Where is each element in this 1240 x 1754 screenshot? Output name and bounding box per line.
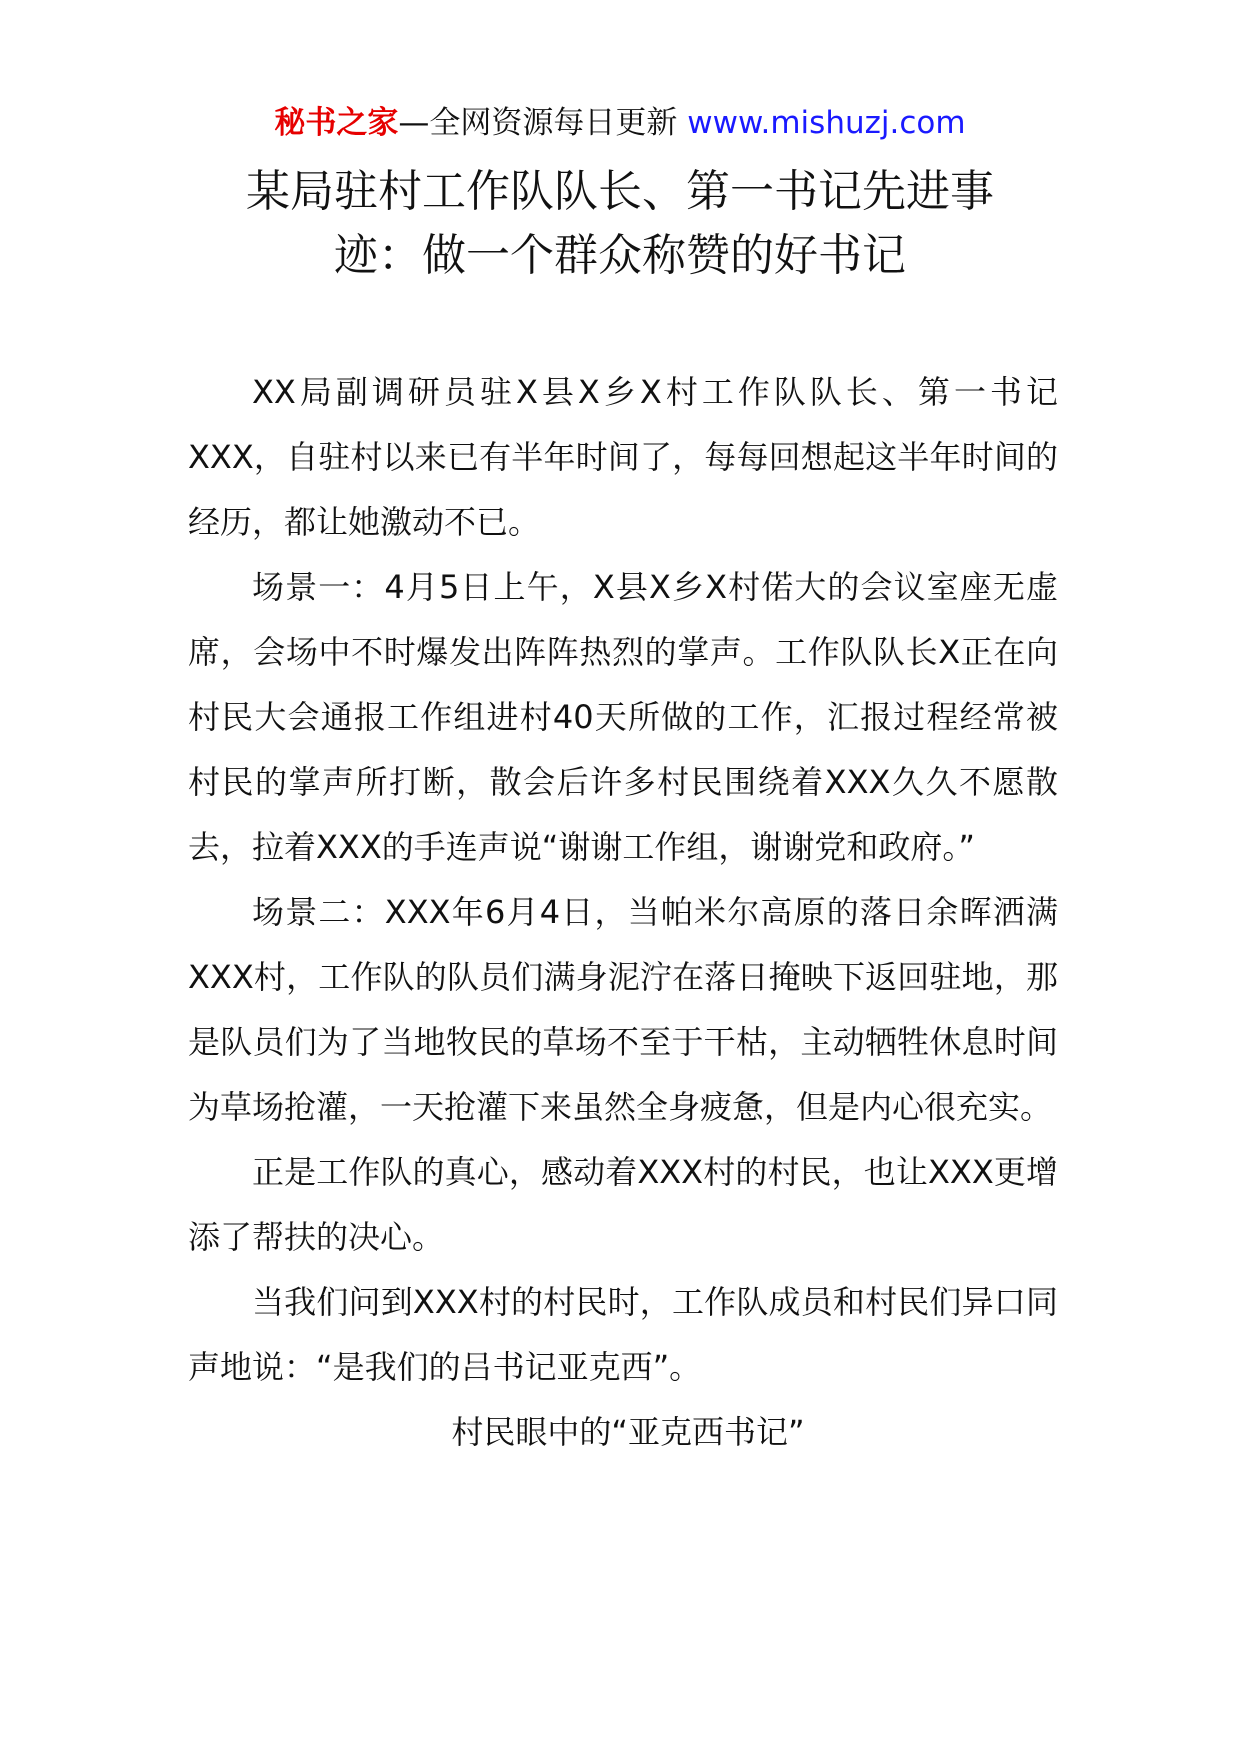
site-url[interactable]: www.mishuzj.com [687,105,966,141]
paragraph-scene-two: 场景二：XXX年6月4日，当帕米尔高原的落日余晖洒满XXX村，工作队的队员们满身泥泞在落日掩映下返回驻地，那是队员们为了当地牧民的草场不至于干枯，主动牺牲休息时间为草场抢灌，一天抢灌下来虽然全身疲惫，但是内心很充实。 [188,893,1058,1126]
paragraph-scene-one: 场景一：4月5日上午，X县X乡X村偌大的会议室座无虚席，会场中不时爆发出阵阵热烈的掌声。工作队队长X正在向村民大会通报工作组进村40天所做的工作，汇报过程经常被村民的掌声所打断，散会后许多村民围绕着XXX久久不愿散去，拉着XXX的手连声说“谢谢工作组，谢谢党和政府。” [188,568,1058,866]
title-line-1: 某局驻村工作队队长、第一书记先进事 [246,166,994,217]
document-title [0,160,1240,288]
site-brand: 秘书之家 [274,105,399,141]
section-subheading: 村民眼中的“亚克西书记” [451,1413,805,1451]
paragraph-villagers-quote: 当我们问到XXX村的村民时，工作队成员和村民们异口同声地说：“是我们的吕书记亚克西”。 [188,1283,1058,1386]
site-header [0,100,1240,146]
paragraph-sincerity: 正是工作队的真心，感动着XXX村的村民，也让XXX更增添了帮扶的决心。 [188,1153,1058,1256]
title-line-2: 迹：做一个群众称赞的好书记 [334,230,906,281]
site-slogan: —全网资源每日更新 [398,105,678,141]
paragraph-intro: XX局副调研员驻X县X乡X村工作队队长、第一书记XXX，自驻村以来已有半年时间了，每每回想起这半年时间的经历，都让她激动不已。 [188,373,1058,541]
document-body [188,360,1058,1465]
